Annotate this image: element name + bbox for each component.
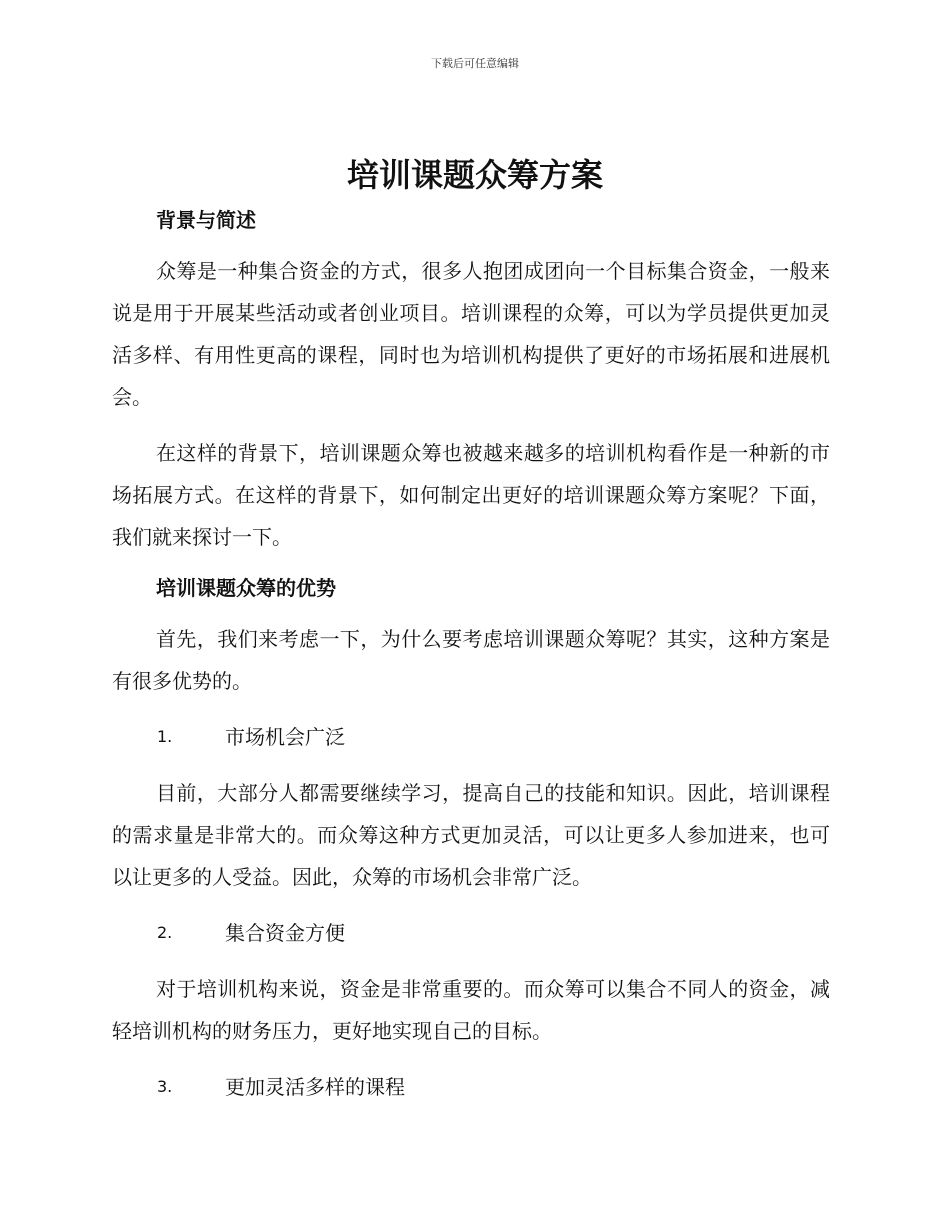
document-body [112, 204, 830, 1122]
paragraph-item-1: 目前，大部分人都需要继续学习，提高自己的技能和知识。因此，培训课程的需求量是非常大的。而众筹这种方式更加灵活，可以让更多人参加进来，也可以让更多的人受益。因此，众筹的市场机会非常广泛。 [112, 781, 830, 889]
list-number-3: 3. [157, 1077, 173, 1096]
list-title-2: 集合资金方便 [225, 921, 345, 945]
list-item-1 [112, 716, 830, 758]
list-number-1: 1. [157, 727, 173, 746]
document-title: 培训课题众筹方案 [346, 156, 603, 194]
paragraph-advantages-intro: 首先，我们来考虑一下，为什么要考虑培训课题众筹呢？其实，这种方案是有很多优势的。 [112, 627, 830, 693]
list-item-3 [112, 1066, 830, 1108]
list-title-1: 市场机会广泛 [225, 725, 345, 749]
section-heading-background: 背景与简述 [156, 208, 256, 232]
paragraph-item-2: 对于培训机构来说，资金是非常重要的。而众筹可以集合不同人的资金，减轻培训机构的财务压力，更好地实现自己的目标。 [112, 977, 830, 1043]
section-heading-advantages: 培训课题众筹的优势 [156, 576, 336, 600]
paragraph-background-2: 在这样的背景下，培训课题众筹也被越来越多的培训机构看作是一种新的市场拓展方式。在这样的背景下，如何制定出更好的培训课题众筹方案呢？下面，我们就来探讨一下。 [112, 441, 830, 549]
page-header-note: 下载后可任意编辑 [431, 57, 519, 70]
paragraph-background-1: 众筹是一种集合资金的方式，很多人抱团成团向一个目标集合资金，一般来说是用于开展某些活动或者创业项目。培训课程的众筹，可以为学员提供更加灵活多样、有用性更高的课程，同时也为培训机构提供了更好的市场拓展和进展机会。 [112, 259, 830, 409]
list-title-3: 更加灵活多样的课程 [225, 1075, 405, 1099]
list-item-2 [112, 912, 830, 954]
list-number-2: 2. [157, 923, 173, 942]
